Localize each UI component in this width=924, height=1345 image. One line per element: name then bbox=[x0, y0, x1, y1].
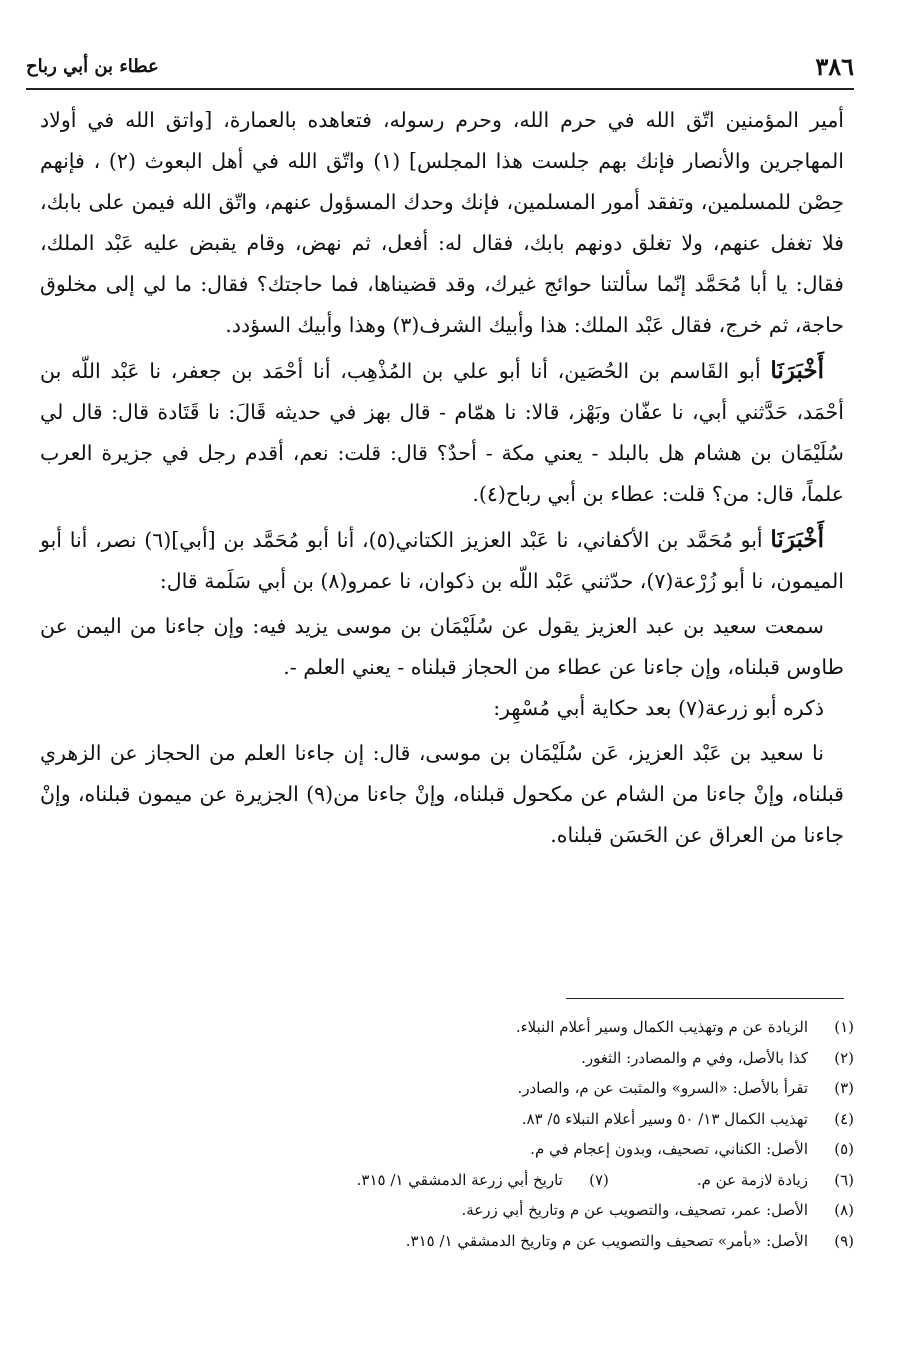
footnote-number: (٢) bbox=[834, 1048, 854, 1067]
paragraph bbox=[40, 100, 844, 346]
footnotes bbox=[130, 1012, 854, 1256]
paragraph bbox=[40, 688, 844, 729]
footnote-text: تقرأ بالأصل: «السرو» والمثبت عن م، والصادر. bbox=[517, 1079, 808, 1097]
text-line: المهاجرين والأنصار فإنك بهم جلست هذا المجلس] (١) واتّق الله في أهل البعوث (٢) ، bbox=[93, 149, 844, 173]
running-title: عطاء بن أبي رباح bbox=[26, 55, 159, 77]
footnote bbox=[130, 1195, 854, 1226]
footnote-text: تاريخ أبي زرعة الدمشقي ١/ ٣١٥. bbox=[356, 1170, 563, 1189]
lead-word: أَخْبَرَنَا bbox=[770, 357, 824, 384]
text-line: أمير المؤمنين اتّق الله في حرم الله، وحرم رسوله، فتعاهده بالعمارة، [واتق الله في أولاد bbox=[40, 108, 844, 132]
footnote-text: الزيادة عن م وتهذيب الكمال وسير أعلام النبلاء. bbox=[515, 1018, 808, 1036]
footnote-number: (٧) bbox=[589, 1170, 609, 1189]
text-line: اليمن عن طاوس قبلناه، وإن جاءنا عن عطاء من الحجاز قبلناه - يعني العلم -. bbox=[40, 614, 844, 679]
footnote bbox=[130, 1104, 854, 1135]
footnote-text: الأصل: عمر، تصحيف، والتصويب عن م وتاريخ أبي زرعة. bbox=[461, 1201, 808, 1219]
footnote bbox=[130, 1012, 854, 1043]
footnote bbox=[130, 1165, 854, 1196]
footnote-number: (٥) bbox=[834, 1140, 854, 1158]
isnad-paragraph bbox=[40, 519, 844, 602]
footnote-text: زيادة لازمة عن م. bbox=[696, 1170, 808, 1189]
text-line: عليه عَبْد الملك، فقال: يا أبا مُحَمَّد إنّما سألتنا حوائج غيرك، وقد قضيناها، فما حاجتك؟ bbox=[40, 231, 844, 296]
footnote-rule bbox=[566, 998, 844, 999]
footnote bbox=[130, 1073, 854, 1104]
footnote-number: (١) bbox=[834, 1018, 854, 1036]
footnote-number: (٨) bbox=[834, 1201, 854, 1219]
text-line: قال: bbox=[159, 569, 198, 593]
footnote bbox=[130, 1226, 854, 1257]
footnote bbox=[130, 1134, 854, 1165]
footnote-number: (٦) bbox=[834, 1170, 854, 1189]
text-line: قبلناه، وإنْ جاءنا من العراق عن الحَسَن قبلناه. bbox=[40, 782, 844, 847]
footnote-text: تهذيب الكمال ١٣/ ٥٠ وسير أعلام النبلاء ٥/ ٨٣. bbox=[521, 1109, 808, 1128]
text-line: أَخْبَرَنَا أبو القَاسم بن الحُصَين، أنا أبو علي بن المُذْهِب، أنا أحْمَد بن جعفر، نا bbox=[149, 357, 824, 384]
text-line: وأبيك السؤدد. bbox=[225, 313, 343, 337]
text-line: فإنهم حِصْن للمسلمين، وتفقد أمور المسلمين، فإنك وحدك المسؤول عنهم، واتّق الله فيمن bbox=[40, 149, 844, 214]
text-line: الزهري قبلناه، وإنْ جاءنا من الشام عن مكحول قبلناه، وإنْ جاءنا من(٩) الجزيرة عن ميمون bbox=[40, 741, 844, 806]
footnote-text: الأصل: «بأمر» تصحيف والتصويب عن م وتاريخ الدمشقي ١/ ٣١٥. bbox=[405, 1231, 808, 1250]
page-number: ٣٨٦ bbox=[815, 51, 854, 81]
text-line: على بابك، فلا تغفل عنهم، ولا تغلق دونهم بابك، فقال له: أفعل، ثم نهض، وقام يقبض bbox=[40, 190, 844, 255]
text-line: أَخْبَرَنَا أبو مُحَمَّد بن الأكفاني، نا عَبْد العزيز الكتاني(٥)، أنا أبو مُحَمَّد بن [أبي](٦) bbox=[144, 526, 824, 553]
text-line: نصر، أنا أبو الميمون، نا أبو زُرْعة(٧)، حدّثني عَبْد اللّه بن ذكوان، نا عمرو(٨) بن أبي سَلَمة bbox=[40, 528, 844, 593]
footnote bbox=[130, 1043, 854, 1074]
text-line: نا سعيد بن عَبْد العزيز، عَن سُلَيْمَان بن موسى، قال: إن جاءنا العلم من الحجاز عن bbox=[109, 741, 824, 765]
text-line: رجل في جزيرة العرب علماً، قال: من؟ قلت: عطاء بن أبي رباح(٤). bbox=[40, 441, 844, 506]
main-text bbox=[40, 100, 844, 856]
footnote-number: (٣) bbox=[834, 1079, 854, 1097]
isnad-paragraph bbox=[40, 350, 844, 515]
text-line: سمعت سعيد بن عبد العزيز يقول عن سُلَيْمَان بن موسى يزيد فيه: وإن جاءنا من bbox=[129, 614, 824, 638]
footnote-number: (٤) bbox=[834, 1109, 854, 1128]
text-line: عَبْد اللّه بن أحْمَد، حَدَّثني أبي، نا عفّان وبَهْز، قالا: نا همّام - قال بهز في حديثه قَالَ: نا bbox=[40, 359, 844, 424]
text-line: قَتَادة قال: قال لي سُلَيْمَان بن هشام هل بالبلد - يعني مكة - أحدٌ؟ قال: قلت: نعم، أقدم bbox=[40, 400, 844, 465]
text-line: ذكره أبو زرعة(٧) بعد حكاية أبي مُسْهِر: bbox=[493, 696, 824, 720]
text-line: فقال: ما لي إلى مخلوق حاجة، ثم خرج، فقال عَبْد الملك: هذا وأبيك الشرف(٣) وهذا bbox=[40, 272, 844, 337]
running-header bbox=[26, 44, 854, 88]
footnote-number: (٩) bbox=[834, 1231, 854, 1250]
footnote-text: الأصل: الكناني، تصحيف، وبدون إعجام في م. bbox=[530, 1140, 808, 1158]
paragraph bbox=[40, 733, 844, 856]
lead-word: أَخْبَرَنَا bbox=[770, 526, 824, 553]
paragraph bbox=[40, 606, 844, 688]
footnote-text: كذا بالأصل، وفي م والمصادر: الثغور. bbox=[581, 1048, 808, 1067]
header-rule bbox=[26, 88, 854, 90]
